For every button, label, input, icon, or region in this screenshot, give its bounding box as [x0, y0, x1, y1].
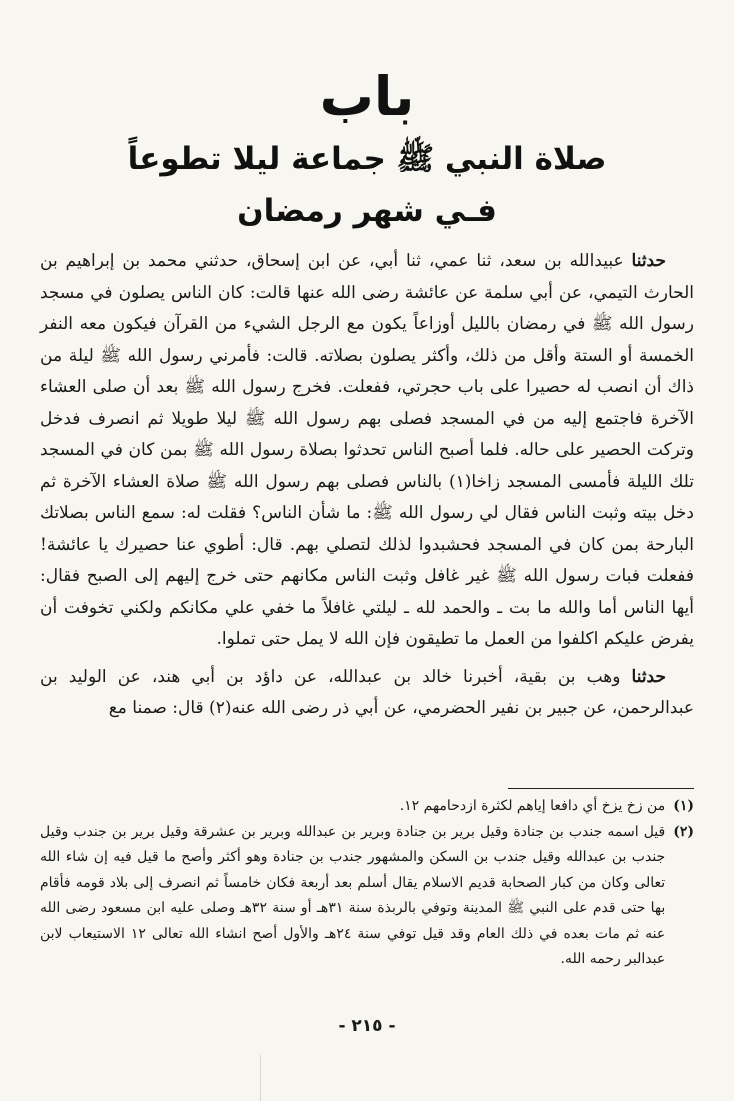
isnad-lead-word: حدثنا	[631, 666, 666, 687]
main-text	[40, 246, 694, 725]
footnote-text: من زخ يزخ أي دافعا إياهم لكثرة ازدحامهم ١٢.	[399, 798, 666, 814]
footnote-number: (٢)	[673, 823, 694, 840]
hadith-text-1: عبيدالله بن سعد، ثنا عمي، ثنا أبي، عن ابن إسحاق، حدثني محمد بن إبراهيم بن الحارث التيمي، عن أبي سلمة عن عائشة رضى الله عنها قالت: كان الناس يصلون في مسجد رسول الله ﷺ في رمضان بالليل أوزاعاً يكون مع الرجل الشيء من القرآن فيكون معه النفر الخمسة أو الستة وأقل من ذلك، وأكثر يصلون بصلاته. قالت: فأمرني رسول الله ﷺ ليلة من ذاك أن انصب له حصيرا على باب حجرتي، ففعلت. فخرج رسول الله ﷺ بعد أن صلى العشاء الآخرة فاجتمع إليه من في المسجد فصلى بهم رسول الله ﷺ ليلا طويلا ثم انصرف فدخل وتركت الحصير على حاله. فلما أصبح الناس تحدثوا بصلاة رسول الله ﷺ بمن كان في المسجد تلك الليلة فأمسى المسجد زاخا(١) بالناس فصلى بهم رسول الله ﷺ صلاة العشاء الآخرة ثم دخل بيته وثبت الناس فقال لي رسول الله ﷺ: ما شأن الناس؟ فقلت له: سمع الناس بصلاتك البارحة بمن كان في المسجد فحشبدوا لذلك لتصلي بهم. قال: أطوي عنا حصيرك يا عائشة! ففعلت فبات رسول الله ﷺ غير غافل وثبت الناس مكانهم حتى خرج إليهم إلى الصبح فقال: أيها الناس أما والله ما بت ـ والحمد لله ـ ليلتي غافلاً ما خفي علي مكانكم ولكني تخوفت أن يفرض عليكم اكلفوا من العمل ما تطيقون فإن الله لا يمل حتى تملوا.	[40, 251, 695, 649]
hadith-paragraph-2	[40, 662, 694, 725]
footnotes	[40, 794, 694, 973]
footnote-number: (١)	[673, 798, 694, 814]
page-number: - ٢١٥ -	[338, 1016, 396, 1036]
chapter-subtitle-line-2: فـي شهر رمضان	[237, 193, 497, 229]
footnote-2	[40, 820, 694, 973]
hadith-paragraph-1	[40, 246, 694, 656]
scan-artifact-line	[260, 1055, 261, 1101]
isnad-lead-word: حدثنا	[631, 251, 666, 271]
footnote-text: قيل اسمه جندب بن جنادة وقيل برير بن جنادة وبرير بن عبدالله وبرير بن عشرقة وقيل برير بن جندب وقيل جندب بن عبدالله وقيل جندب بن السكن والمشهور جندب بن جنادة وهو أكثر وأصح ما قيل فيه إن شاء الله تعالى وكان من كبار الصحابة قديم الاسلام يقال أسلم بعد أربعة فكان خامساً ثم انصرف إلى بلاد قومه فأقام بها حتى قدم على النبي ﷺ المدينة وتوفي بالربذة سنة ٣١هـ أو سنة ٣٢هـ وصلى عليه ابن مسعود رضى الله عنه ثم مات بعده في ذلك العام وقد قيل توفي سنة ٢٤هـ والأول أصح انشاء الله تعالى ١٢ الاستيعاب لابن عبدالبر رحمه الله.	[40, 823, 666, 967]
chapter-title: باب	[319, 65, 415, 128]
footnote-separator	[508, 788, 694, 789]
footnote-1	[40, 794, 694, 820]
chapter-subtitle-line-1: صلاة النبي ﷺ جماعة ليلا تطوعاً	[127, 141, 607, 177]
hadith-text-2: وهب بن بقية، أخبرنا خالد بن عبدالله، عن داؤد بن أبي هند، عن الوليد بن عبدالرحمن، عن جبير بن نفير الحضرمي، عن أبي ذر رضى الله عنه(٢) قال: صمنا مع	[40, 666, 694, 718]
